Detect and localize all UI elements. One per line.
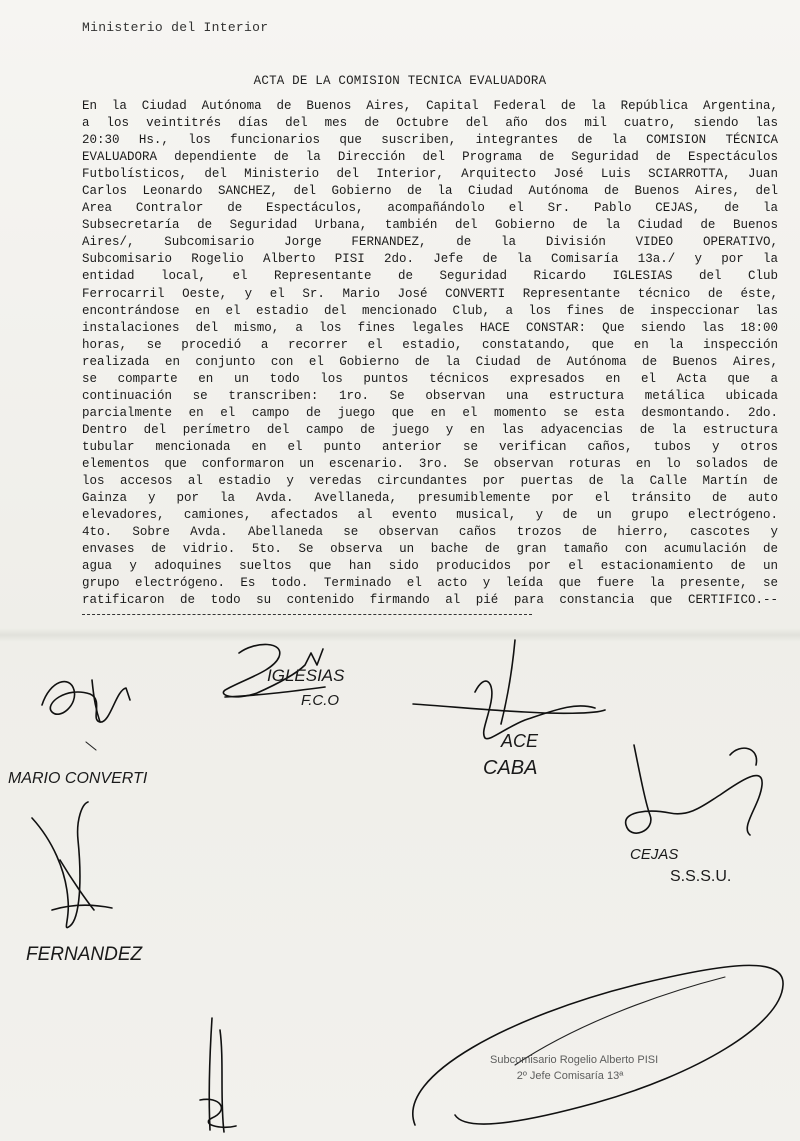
body-line: parcialmente en el campo de juego que en el momento se esta desmontando. 2do.: [82, 405, 778, 420]
body-line: horas, se procedió a recorrer el estadio, constatando, que en la inspección: [82, 337, 778, 352]
signature-converti-scribble: [8, 650, 180, 790]
signature-pisi-mark: [190, 1010, 260, 1140]
stamp-line-2: 2º Jefe Comisaría 13ª: [516, 1070, 624, 1082]
document-header: Ministerio del Interior: [82, 20, 269, 35]
signature-iglesias-caption-2: F.C.O: [301, 692, 340, 709]
body-line: Area Contralor de Espectáculos, acompañándolo el Sr. Pablo CEJAS, de la: [82, 201, 778, 216]
signature-cejas-scribble: [600, 735, 800, 885]
signature-iglesias-caption-1: IGLESIAS: [267, 666, 345, 685]
signature-iglesias-scribble: [205, 635, 405, 725]
body-line: 4to. Sobre Avda. Abellaneda se observan caños trozos de hierro, cascotes y: [82, 525, 778, 540]
body-line: EVALUADORA dependiente de la Dirección del Programa de Seguridad de Espectáculos: [82, 150, 778, 165]
body-line: Aires/, Subcomisario Jorge FERNANDEZ, de la División VIDEO OPERATIVO,: [82, 235, 778, 250]
body-line: entidad local, el Representante de Seguridad Ricardo IGLESIAS del Club: [82, 269, 778, 284]
body-line: Carlos Leonardo SANCHEZ, del Gobierno de la Ciudad Autónoma de Buenos Aires, del: [82, 184, 778, 199]
body-line: continuación se transcriben: 1ro. Se observan una estructura metálica ubicada: [82, 388, 778, 403]
signature-pisi-mark-scribble: [190, 1010, 260, 1140]
signature-sanchez: [405, 632, 625, 782]
body-line: agua y adoquines sueltos que han sido producidos por el estacionamiento de un: [82, 559, 778, 574]
body-line: Subcomisario Rogelio Alberto PISI 2do. Jefe de la Comisaría 13a./ y por la: [82, 252, 778, 267]
body-line: Gainza y por la Avda. Avellaneda, presumiblemente por el tránsito de auto: [82, 491, 778, 506]
stamp-line-1: Subcomisario Rogelio Alberto PISI: [490, 1054, 659, 1066]
body-line: se comparte en un todo los puntos técnicos expresados en el Acta que a: [82, 371, 778, 386]
body-line: Subsecretaría de Seguridad Urbana, también del Gobierno de la Ciudad de Buenos: [82, 218, 778, 233]
body-line: a los veintitrés días del mes de Octubre del año dos mil cuatro, siendo las: [82, 116, 778, 131]
signature-sanchez-caption-2: CABA: [483, 757, 538, 779]
document-body: [82, 98, 778, 609]
signature-pisi-loop-scribble: [395, 925, 790, 1140]
dashed-rule: [82, 614, 532, 615]
body-line: Dentro del perímetro del campo de juego y en las adyacencias de la estructura: [82, 422, 778, 437]
body-line: grupo electrógeno. Es todo. Terminado el acto y leída que fuere la presente, se: [82, 576, 778, 591]
signature-cejas: [600, 735, 800, 885]
signature-fernandez-scribble: [22, 800, 222, 980]
body-line: envases de vidrio. 5to. Se observa un bache de gran tamaño con acumulación de: [82, 542, 778, 557]
signature-sanchez-scribble: [405, 632, 625, 782]
body-line: ratificaron de todo su contenido firmando al pié para constancia que CERTIFICO.--: [82, 593, 778, 608]
body-line: Ferrocarril Oeste, y el Sr. Mario José CONVERTI Representante técnico de éste,: [82, 286, 778, 301]
signature-fernandez-caption: FERNANDEZ: [26, 944, 143, 965]
body-line: 20:30 Hs., los funcionarios que suscriben, integrantes de la COMISION TÉCNICA: [82, 133, 778, 148]
body-line: realizada en conjunto con el Gobierno de la Ciudad de Autónoma de Buenos Aires,: [82, 354, 778, 369]
body-line: elementos que conformaron un escenario. 3ro. Se observan roturas en lo solados de: [82, 456, 778, 471]
signature-sanchez-caption-1: ACE: [501, 731, 539, 751]
body-line: los accesos al estadio y veredas circundantes por puertas de la Calle Martín de: [82, 474, 778, 489]
signature-cejas-caption-2: S.S.S.U.: [670, 868, 732, 885]
signature-cejas-caption-1: CEJAS: [630, 846, 679, 863]
body-line: instalaciones del mismo, a los fines legales HACE CONSTAR: Que siendo las 18:00: [82, 320, 778, 335]
document-title: ACTA DE LA COMISION TECNICA EVALUADORA: [253, 74, 547, 88]
signature-iglesias: [205, 635, 405, 725]
signature-fernandez: [22, 800, 222, 980]
signature-pisi-loop: [395, 925, 790, 1140]
body-line: encontrándose en el estadio del mencionado Club, a los fines de inspeccionar las: [82, 303, 778, 318]
signature-converti: [8, 650, 180, 790]
body-line: En la Ciudad Autónoma de Buenos Aires, Capital Federal de la República Argentina,: [82, 99, 778, 113]
signature-converti-caption: MARIO CONVERTI: [8, 770, 148, 787]
body-line: tubular mencionada en el punto anterior se verifican caños, tubos y otros: [82, 439, 778, 454]
official-stamp: [490, 1052, 659, 1084]
body-line: Futbolísticos, del Ministerio del Interior, Arquitecto José Luis SCIARROTTA, Juan: [82, 167, 778, 182]
body-line: elevadores, camiones, afectados al evento musical, y de un grupo electrógeno.: [82, 508, 778, 523]
